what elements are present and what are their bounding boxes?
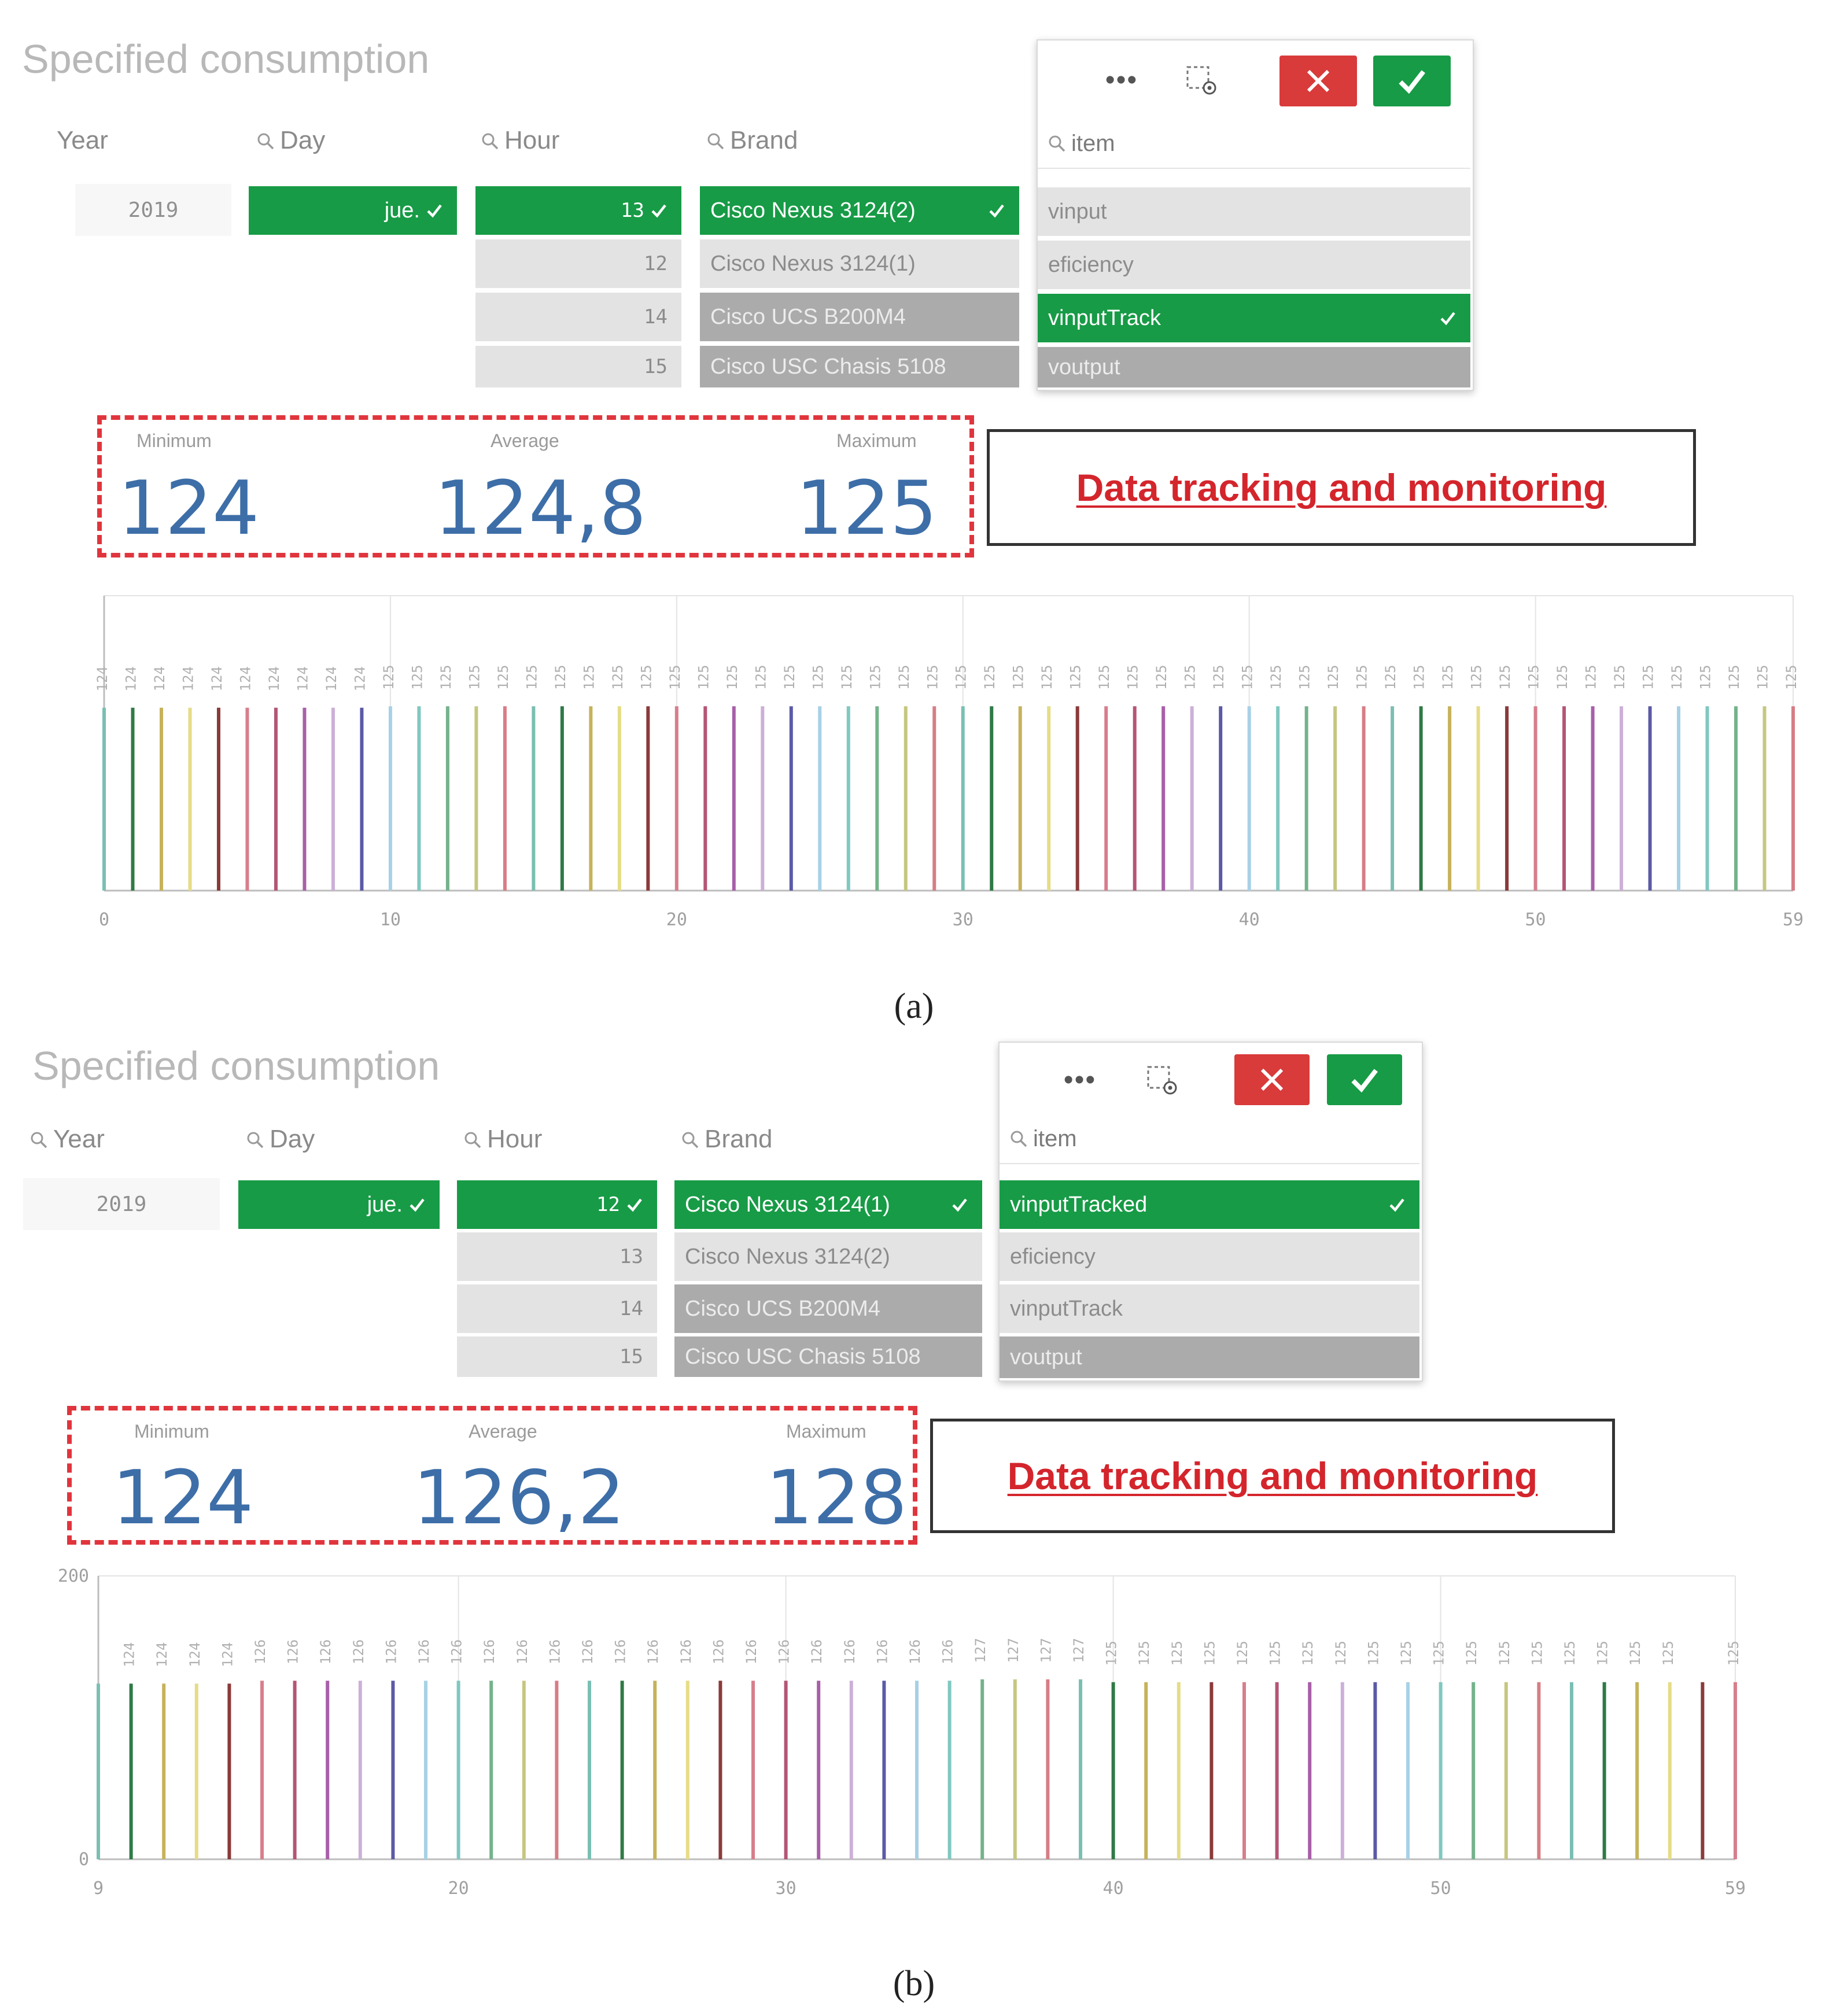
data-label: 125 [409,664,426,690]
consumption-chart-b [17,1566,1758,1932]
clear-selection-button[interactable] [1175,58,1227,102]
data-label: 125 [781,664,798,690]
item-search-field[interactable] [1038,119,1470,169]
data-label: 125 [1583,664,1599,690]
kpi-box [67,1406,917,1545]
data-label: 124 [266,666,282,692]
data-label: 125 [695,664,712,690]
item-row[interactable]: voutput [1000,1336,1419,1378]
y-tick-label: 0 [78,1849,89,1870]
page-title: Specified consumption [32,1043,440,1088]
data-label: 124 [219,1642,236,1667]
data-label: 125 [1211,664,1227,690]
search-icon [707,132,724,150]
data-label: 124 [237,666,254,692]
data-label: 125 [1267,1641,1284,1666]
brand-row[interactable]: Cisco USC Chasis 5108 [674,1336,982,1377]
data-label: 126 [710,1639,727,1664]
figure-caption-a: (a) [894,987,934,1026]
check-icon [650,202,668,219]
filter-header-day[interactable] [257,126,325,155]
data-label: 125 [1382,664,1399,690]
check-icon [626,1196,643,1213]
kpi-avg-label: Average [469,1421,537,1442]
filter-header-brand[interactable] [707,126,798,155]
data-label: 125 [724,664,740,690]
data-label: 124 [123,666,139,692]
data-label: 125 [1697,664,1714,690]
data-label: 124 [121,1642,138,1667]
data-label: 125 [1411,664,1428,690]
tracking-box [930,1419,1615,1533]
data-label: 125 [1239,664,1256,690]
data-label: 125 [552,664,569,690]
data-label: 125 [1325,664,1342,690]
data-label: 125 [1525,664,1542,690]
clear-selection-icon [1184,62,1219,97]
data-label: 126 [547,1639,563,1664]
brand-row[interactable]: Cisco Nexus 3124(2) [674,1232,982,1281]
consumption-chart-a [75,590,1805,951]
data-label: 125 [867,664,884,690]
data-label: 125 [466,664,483,690]
data-label: 125 [953,664,969,690]
data-label: 125 [1440,664,1456,690]
filter-header-hour[interactable] [464,1125,542,1154]
data-label: 125 [1554,664,1571,690]
data-label: 126 [776,1639,792,1664]
brand-header-label: Brand [705,1125,773,1153]
kpi-max-value: 125 [796,466,938,552]
confirm-selection-button[interactable] [1327,1054,1402,1105]
data-label: 126 [318,1639,334,1664]
hour-row[interactable]: 13 [457,1232,657,1281]
year-value[interactable]: 2019 [23,1178,220,1230]
data-label: 126 [841,1639,858,1664]
search-icon [681,1131,699,1149]
data-label: 126 [645,1639,662,1664]
item-filter-popup [1037,39,1474,391]
hour-row[interactable]: 15 [457,1336,657,1377]
kpi-min-value: 124 [112,1455,254,1541]
item-row[interactable]: vinputTrack [1038,294,1470,342]
data-label: 126 [907,1639,923,1664]
search-icon [1010,1130,1027,1147]
data-label: 125 [1168,1641,1185,1666]
year-header-label: Year [53,1125,105,1153]
filter-header-brand[interactable] [681,1125,772,1154]
bar-chart-a-svg [75,590,1805,948]
year-header-label: Year [57,126,108,154]
page-title: Specified consumption [22,36,430,82]
hour-row[interactable]: 14 [475,293,681,341]
data-label: 126 [448,1639,465,1664]
tracking-label[interactable]: Data tracking and monitoring [1076,466,1607,509]
close-icon [1304,67,1333,95]
data-label: 124 [323,666,340,692]
brand-row[interactable]: Cisco UCS B200M4 [700,293,1019,341]
data-label: 124 [186,1642,203,1667]
data-label: 125 [437,664,454,690]
data-label: 125 [1669,664,1686,690]
data-label: 125 [810,664,827,690]
hour-header-label: Hour [504,126,560,154]
item-row[interactable]: vinputTracked [1000,1180,1419,1229]
hour-header-label: Hour [487,1125,543,1153]
filter-header-year[interactable] [30,1125,105,1154]
data-label: 125 [1010,664,1027,690]
day-selected[interactable]: jue. [249,186,457,235]
item-header-label: item [1071,130,1115,156]
data-label: 125 [1627,1641,1644,1666]
item-row[interactable]: vinputTrack [1000,1284,1419,1333]
data-label: 126 [743,1639,759,1664]
data-label: 126 [383,1639,400,1664]
brand-row[interactable]: Cisco Nexus 3124(1) [674,1180,982,1229]
item-row[interactable]: eficiency [1038,241,1470,289]
data-label: 126 [350,1639,367,1664]
data-label: 125 [1096,664,1113,690]
data-label: 125 [1201,1641,1218,1666]
x-tick-label: 0 [98,910,110,930]
data-label: 125 [495,664,511,690]
data-label: 126 [809,1639,825,1664]
data-label: 125 [924,664,941,690]
data-label: 125 [1430,1641,1447,1666]
data-label: 125 [1124,664,1141,690]
data-label: 125 [1660,1641,1676,1666]
kpi-box [97,415,974,557]
data-label: 125 [1103,1641,1120,1666]
check-icon [951,1196,968,1213]
more-options-button[interactable]: ••• [1105,64,1138,95]
search-icon [1048,135,1065,152]
search-icon [257,132,274,150]
brand-row[interactable]: Cisco Nexus 3124(2) [700,186,1019,235]
data-label: 127 [1005,1638,1022,1663]
x-tick-label: 20 [666,910,687,930]
data-label: 124 [154,1642,171,1667]
kpi-min-label: Minimum [134,1421,209,1442]
kpi-min-label: Minimum [137,430,212,451]
check-icon [426,202,443,219]
x-tick-label: 50 [1525,910,1546,930]
data-label: 125 [1496,1641,1513,1666]
kpi-avg-label: Average [491,430,559,451]
cancel-selection-button[interactable] [1234,1054,1310,1105]
data-label: 125 [1725,1641,1742,1666]
data-label: 126 [481,1639,498,1664]
item-row[interactable]: vinput [1038,187,1470,236]
data-label: 125 [1754,664,1771,690]
data-label: 125 [1365,1641,1382,1666]
data-label: 125 [1182,664,1199,690]
brand-row[interactable]: Cisco UCS B200M4 [674,1284,982,1333]
data-label: 125 [1153,664,1170,690]
data-label: 125 [838,664,855,690]
year-value[interactable]: 2019 [75,184,231,236]
x-tick-label: 59 [1724,1878,1746,1899]
item-search-field[interactable] [1000,1114,1419,1164]
data-label: 125 [1296,664,1313,690]
hour-row[interactable]: 14 [457,1284,657,1333]
data-label: 125 [982,664,998,690]
hour-row[interactable]: 13 [475,186,681,235]
x-tick-label: 59 [1782,910,1804,930]
data-label: 125 [666,664,683,690]
x-tick-label: 30 [775,1878,797,1899]
data-label: 124 [208,666,225,692]
data-label: 127 [1071,1638,1087,1663]
data-label: 125 [1067,664,1084,690]
data-label: 125 [1354,664,1370,690]
data-label: 127 [972,1638,989,1663]
item-filter-popup [998,1042,1423,1382]
data-label: 125 [581,664,598,690]
data-label: 126 [285,1639,301,1664]
x-tick-label: 10 [379,910,401,930]
search-icon [30,1131,47,1149]
more-options-button[interactable]: ••• [1063,1064,1097,1095]
data-label: 125 [1529,1641,1546,1666]
search-icon [246,1131,264,1149]
data-label: 125 [380,664,397,690]
search-icon [464,1131,481,1149]
data-label: 125 [1783,664,1800,690]
x-tick-label: 20 [448,1878,469,1899]
day-header-label: Day [280,126,326,154]
check-icon [408,1196,426,1213]
data-label: 125 [1463,1641,1480,1666]
tracking-box [987,429,1696,546]
y-tick-label: 200 [57,1566,89,1586]
brand-row[interactable]: Cisco USC Chasis 5108 [700,346,1019,387]
data-label: 126 [939,1639,956,1664]
hour-row[interactable]: 15 [475,346,681,387]
data-label: 125 [895,664,912,690]
day-selected[interactable]: jue. [238,1180,440,1229]
data-label: 125 [1332,1641,1349,1666]
day-header-label: Day [270,1125,315,1153]
data-label: 125 [1562,1641,1578,1666]
kpi-max-label: Maximum [836,430,917,451]
kpi-avg-value: 124,8 [434,466,647,552]
item-row[interactable]: voutput [1038,347,1470,387]
x-tick-label: 40 [1238,910,1260,930]
clear-selection-icon [1145,1062,1179,1097]
filter-header-hour[interactable] [481,126,559,155]
data-label: 125 [1468,664,1485,690]
brand-header-label: Brand [730,126,798,154]
data-label: 125 [1726,664,1743,690]
data-label: 125 [1594,1641,1611,1666]
x-tick-label: 9 [93,1878,104,1899]
x-tick-label: 50 [1430,1878,1451,1899]
clear-selection-button[interactable] [1136,1058,1188,1102]
item-row[interactable]: eficiency [1000,1232,1419,1281]
data-label: 125 [753,664,769,690]
data-label: 125 [1234,1641,1251,1666]
close-icon [1258,1065,1286,1094]
kpi-max-label: Maximum [786,1421,866,1442]
data-label: 126 [252,1639,268,1664]
data-label: 124 [94,666,110,692]
hour-row[interactable]: 12 [475,239,681,288]
bar-chart-b-svg [17,1566,1758,1929]
search-icon [481,132,499,150]
figure-caption-b: (b) [893,1964,935,2003]
data-label: 125 [523,664,540,690]
data-label: 125 [1300,1641,1317,1666]
check-icon [988,202,1005,219]
data-label: 124 [294,666,311,692]
data-label: 126 [514,1639,530,1664]
x-tick-label: 30 [952,910,974,930]
data-label: 125 [1039,664,1056,690]
check-icon [1388,1196,1406,1213]
confirm-selection-button[interactable] [1373,56,1451,106]
x-tick-label: 40 [1102,1878,1124,1899]
data-label: 126 [612,1639,629,1664]
data-label: 126 [874,1639,891,1664]
tracking-label[interactable]: Data tracking and monitoring [1007,1454,1538,1497]
data-label: 125 [1497,664,1514,690]
check-icon [1439,309,1456,327]
data-label: 125 [1612,664,1628,690]
data-label: 127 [1038,1638,1054,1663]
data-label: 125 [1640,664,1657,690]
data-label: 126 [580,1639,596,1664]
data-label: 126 [677,1639,694,1664]
data-label: 124 [352,666,368,692]
data-label: 125 [1398,1641,1414,1666]
data-label: 125 [609,664,626,690]
item-header-label: item [1033,1125,1077,1151]
filter-header-year[interactable] [57,126,108,155]
kpi-min-value: 124 [118,466,260,552]
data-label: 124 [151,666,168,692]
kpi-avg-value: 126,2 [413,1455,625,1541]
data-label: 125 [638,664,655,690]
data-label: 126 [416,1639,432,1664]
data-label: 125 [1136,1641,1153,1666]
kpi-max-value: 128 [766,1455,908,1541]
hour-row[interactable]: 12 [457,1180,657,1229]
check-icon [1396,65,1428,97]
cancel-selection-button[interactable] [1279,56,1357,106]
check-icon [1349,1064,1380,1095]
filter-header-day[interactable] [246,1125,315,1154]
brand-row[interactable]: Cisco Nexus 3124(1) [700,239,1019,288]
data-label: 124 [180,666,197,692]
panel-b [0,1003,1829,2003]
data-label: 125 [1268,664,1285,690]
